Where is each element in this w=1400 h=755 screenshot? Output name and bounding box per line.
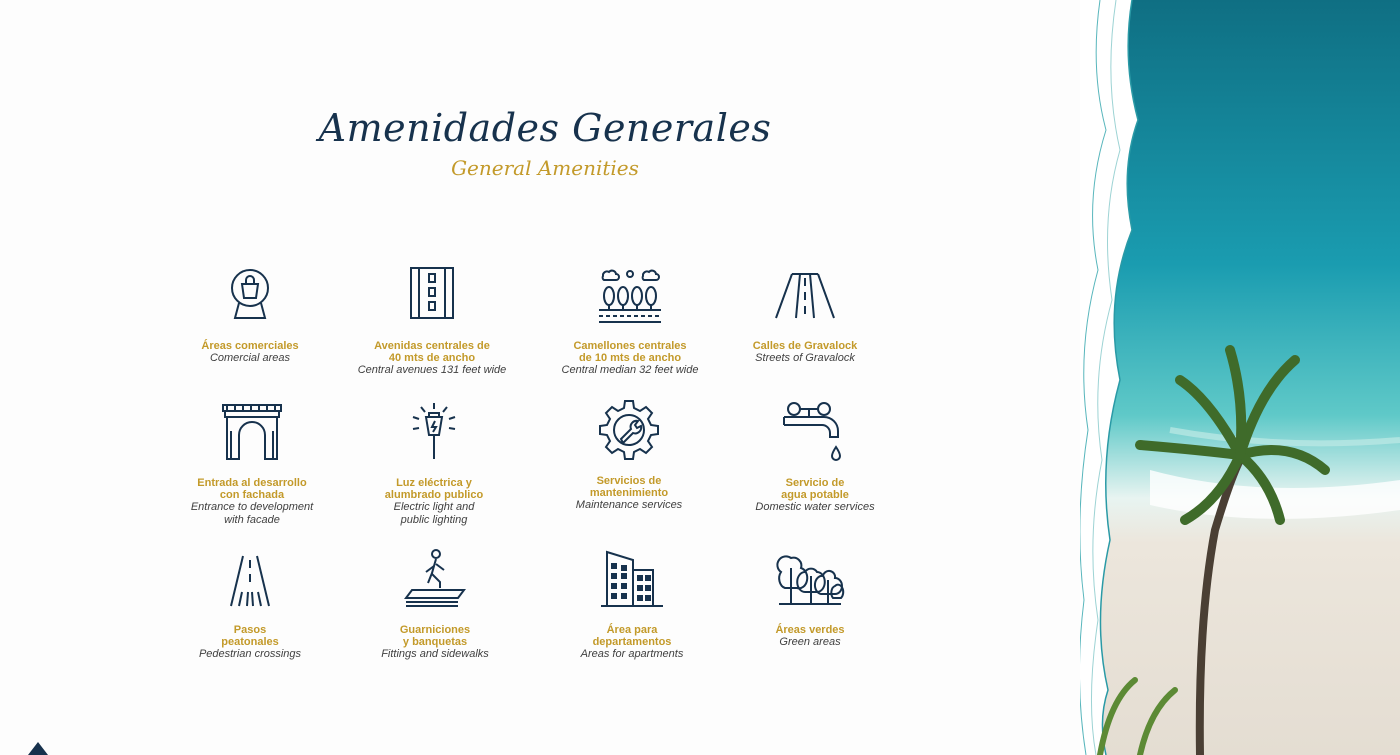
amenity-maintenance [534,399,724,512]
amenity-label-en: Maintenance services [575,499,683,511]
amenity-central-median [535,264,725,377]
amenity-label: Avenidas centrales de 40 mts de ancho [374,340,490,364]
amenity-label-en: Green areas [779,636,841,648]
amenity-label-en: Central avenues 131 feet wide [357,364,507,376]
apartment-building-icon [597,548,667,610]
amenity-label: Área para departamentos [592,624,672,648]
amenity-label: Guarniciones y banquetas [399,624,471,648]
amenity-label-en: Electric light and public lighting [393,501,475,526]
pedestrian-sidewalk-icon [400,548,470,610]
page-title: Amenidades Generales [318,106,772,150]
amenity-label: Calles de Gravalock [752,340,858,352]
amenity-electric-light [339,401,529,527]
amenity-sidewalks [340,548,530,661]
street-lamp-icon [399,401,469,463]
amenity-label: Entrada al desarrollo con fachada [197,477,307,501]
beach-palm-image [1080,0,1400,755]
amenity-label: Camellones centrales de 10 mts de ancho [573,340,687,364]
shopping-bag-pin-icon [215,264,285,326]
median-trees-icon [595,264,665,326]
amenity-pedestrian-crossings [155,548,345,661]
amenity-label-en: Areas for apartments [580,648,684,660]
amenity-label: Luz eléctrica y alumbrado publico [384,477,484,501]
entrance-arch-icon [217,401,287,463]
road-lanes-icon [770,264,840,326]
amenity-entrance [157,401,347,527]
amenity-label: Servicio de agua potable [781,477,849,501]
pedestrian-crossing-icon [215,548,285,610]
amenity-label-en: Domestic water services [755,501,875,513]
avenue-road-icon [397,264,467,326]
amenity-gravalock-streets [710,264,900,365]
amenity-commercial-areas [155,264,345,365]
amenity-label-en: Central median 32 feet wide [561,364,699,376]
amenity-label: Servicios de mantenimiento [589,475,669,499]
amenity-label: Áreas verdes [775,624,845,636]
amenity-label-en: Streets of Gravalock [755,352,855,364]
green-trees-icon [775,548,845,610]
amenity-water [720,401,910,514]
page-subtitle: General Amenities [451,156,639,180]
amenity-label-en: Entrance to development with facade [190,501,314,526]
maintenance-gear-icon [594,399,664,461]
water-faucet-icon [780,401,850,463]
amenity-label-en: Pedestrian crossings [198,648,302,660]
amenity-label: Pasos peatonales [221,624,279,648]
amenity-label-en: Fittings and sidewalks [381,648,489,660]
amenity-apartments [537,548,727,661]
amenity-label: Áreas comerciales [201,340,299,352]
corner-logo-mark [28,742,48,755]
amenity-central-avenues [337,264,527,377]
amenity-green-areas [715,548,905,649]
amenity-label-en: Comercial areas [209,352,291,364]
